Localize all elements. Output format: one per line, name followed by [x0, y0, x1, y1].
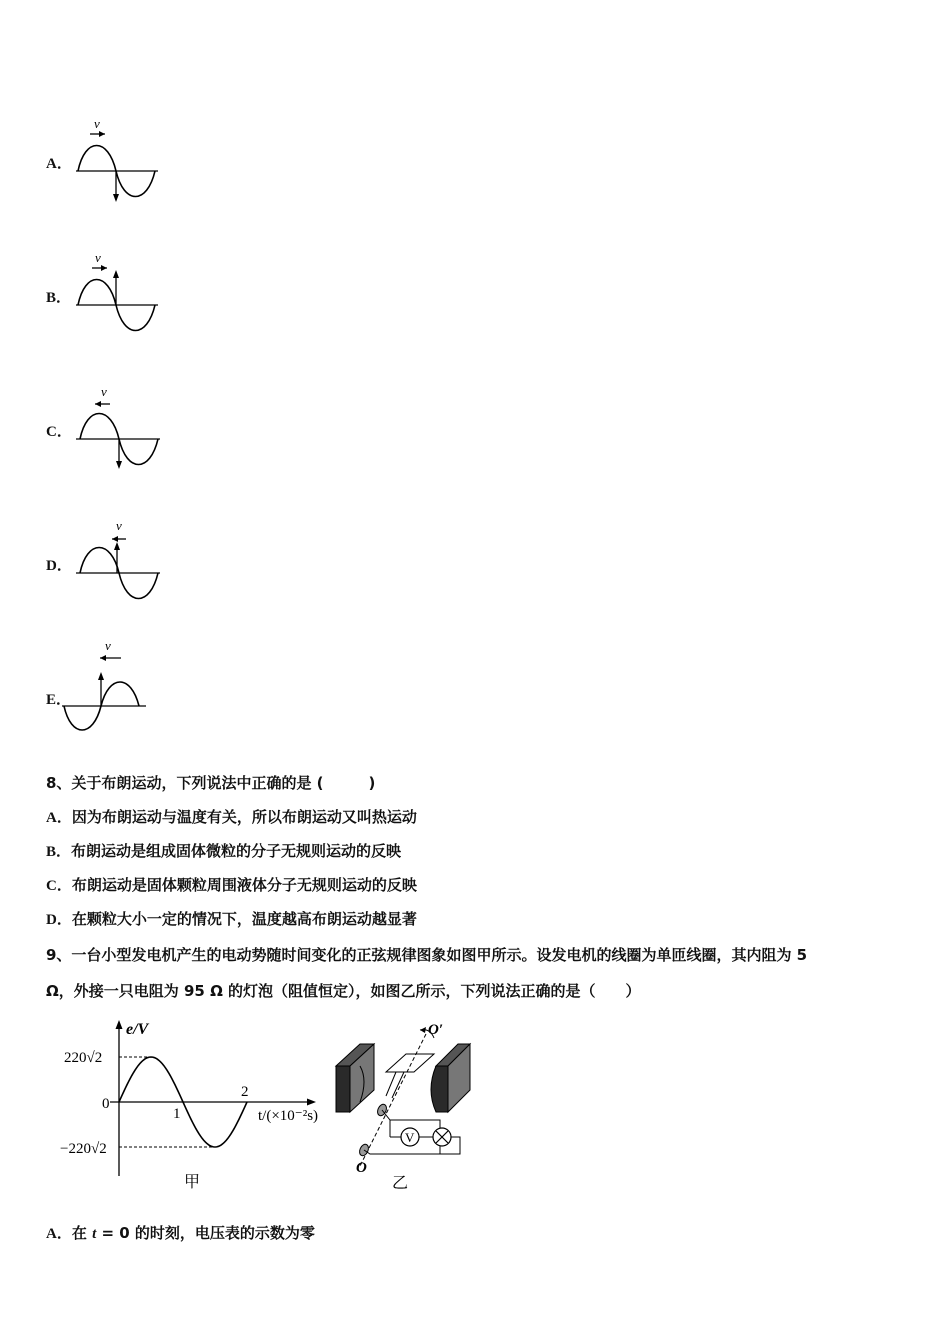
question-9-stem-line1: 9、一台小型发电机产生的电动势随时间变化的正弦规律图象如图甲所示。设发电机的线圈为单匝线圈，其内阻为 5 [46, 946, 808, 964]
figure-yi-caption: 乙 [392, 1175, 409, 1192]
figure-yi-generator [330, 1020, 480, 1195]
velocity-label: v [105, 638, 111, 653]
velocity-label: v [101, 384, 107, 399]
y-axis-label: e/V [126, 1021, 149, 1038]
rotation-arrow-icon [420, 1027, 426, 1033]
x-tick-2: 2 [241, 1084, 249, 1100]
y-max-label: 220√2 [64, 1050, 103, 1066]
wave-figure-a [70, 112, 170, 207]
option-d-label: D． [46, 558, 72, 574]
option-c-label: C． [46, 424, 72, 440]
question-9-stem-line2: Ω，外接一只电阻为 95 Ω 的灯泡（阻值恒定），如图乙所示，下列说法正确的是（ ） [46, 982, 641, 1000]
q8-option-a[interactable]: A．因为布朗运动与温度有关，所以布朗运动又叫热运动 [46, 808, 417, 826]
wave-figure-c [70, 380, 170, 475]
velocity-label: v [116, 518, 122, 533]
x-tick-1: 1 [173, 1106, 181, 1122]
velocity-label: v [95, 250, 101, 265]
wave-figure-b [70, 246, 170, 341]
velocity-label: v [94, 116, 100, 131]
figure-jia-emf-graph [50, 1016, 340, 1196]
x-axis-label: t/(×10⁻²s) [258, 1108, 319, 1124]
question-8-stem: 8、关于布朗运动，下列说法中正确的是 ( ) [46, 774, 376, 792]
wave-figure-e [58, 632, 158, 737]
left-magnet-front [336, 1066, 350, 1112]
y-min-label: −220√2 [60, 1141, 107, 1157]
axis-label-o: O [356, 1160, 367, 1176]
option-b-label: B． [46, 290, 72, 306]
q8-option-d[interactable]: D．在颗粒大小一定的情况下，温度越高布朗运动越显著 [46, 910, 417, 928]
figure-jia-caption: 甲 [184, 1174, 201, 1191]
q8-option-c[interactable]: C．布朗运动是固体颗粒周围液体分子无规则运动的反映 [46, 876, 417, 894]
axis-label-o-prime: O′ [428, 1022, 444, 1038]
right-magnet-front [431, 1066, 448, 1112]
q9-option-a[interactable]: A．在 t = 0 的时刻，电压表的示数为零 [46, 1224, 315, 1242]
option-e-label: E． [46, 692, 72, 708]
wave-figure-d [70, 514, 170, 609]
origin-label: 0 [102, 1096, 110, 1112]
q8-option-b[interactable]: B．布朗运动是组成固体微粒的分子无规则运动的反映 [46, 842, 402, 860]
option-a-label: A． [46, 156, 72, 172]
coil [386, 1054, 434, 1072]
voltmeter-label: V [405, 1130, 415, 1145]
